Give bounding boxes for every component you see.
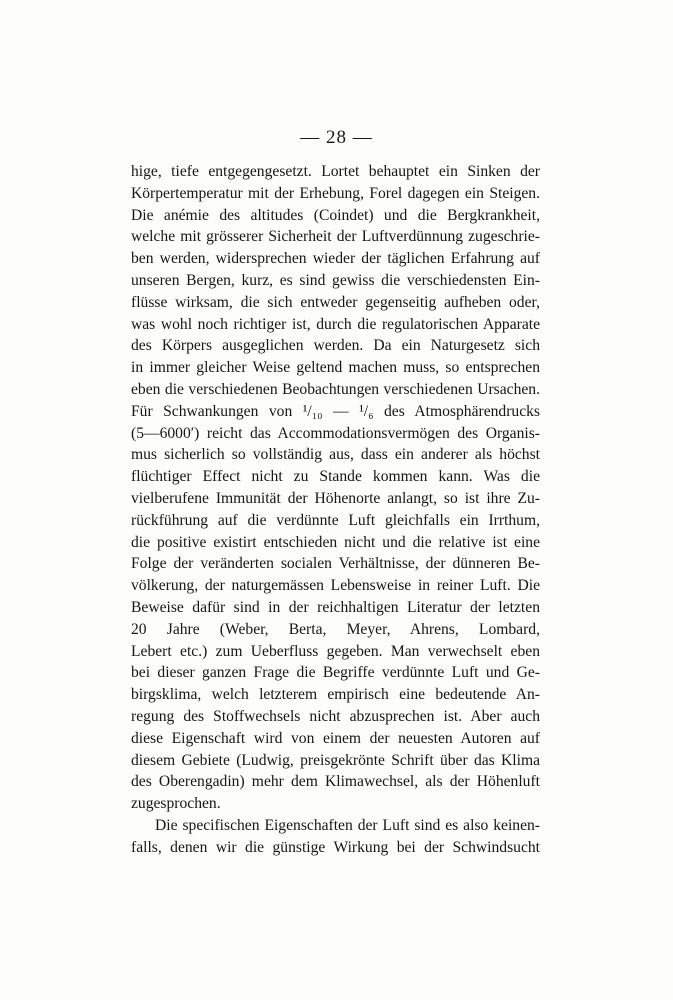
text-line: welche mit grösserer Sicherheit der Luftverdünnung zugeschrie-	[131, 228, 540, 246]
text-line: unseren Bergen, kurz, es sind gewiss die verschiedensten Ein-	[131, 271, 540, 289]
text-line: bei dieser ganzen Frage die Begriffe verdünnte Luft und Ge-	[131, 664, 540, 682]
text-line: Lebert etc.) zum Ueberfluss gegeben. Man verwechselt eben	[131, 642, 540, 660]
text-line: des Oberengadin) mehr dem Klimawechsel, als der Höhenluft	[131, 773, 540, 791]
text-line: die positive existirt entschieden nicht und die relative ist eine	[131, 533, 540, 551]
paragraph-end-line: zugesprochen.	[131, 795, 221, 813]
text-line: (5—6000′) reicht das Accommodationsvermögen des Organis-	[131, 424, 540, 442]
text-line: regung des Stoffwechsels nicht abzusprechen ist. Aber auch	[131, 707, 540, 725]
text-line: was wohl noch richtiger ist, durch die regulatorischen Apparate	[131, 315, 540, 333]
text-line: hige, tiefe entgegengesetzt. Lortet behauptet ein Sinken der	[131, 163, 540, 180]
text-line: ben werden, widersprechen wieder der täglichen Erfahrung auf	[131, 250, 540, 268]
text-line: Die anémie des altitudes (Coindet) und die Bergkrankheit,	[131, 206, 540, 224]
text-line: eben die verschiedenen Beobachtungen verschiedenen Ursachen.	[131, 380, 540, 398]
text-line: des Körpers ausgeglichen werden. Da ein Naturgesetz sich	[131, 337, 540, 355]
text-line: 20 Jahre (Weber, Berta, Meyer, Ahrens, Lombard,	[131, 620, 540, 638]
text-line: diese Eigenschaft wird von einem der neuesten Autoren auf	[131, 729, 540, 747]
text-line: Körpertemperatur mit der Erhebung, Forel dagegen ein Steigen.	[131, 184, 540, 202]
text-line: flüchtiger Effect nicht zu Stande kommen kann. Was die	[131, 468, 540, 486]
text-line: in immer gleicher Weise geltend machen muss, so entsprechen	[131, 359, 540, 377]
text-line: Folge der veränderten socialen Verhältnisse, der dünneren Be-	[131, 555, 540, 573]
text-line: völkerung, der naturgemässen Lebensweise in reiner Luft. Die	[131, 577, 540, 595]
text-line: diesem Gebiete (Ludwig, preisgekrönte Schrift über das Klima	[131, 751, 540, 769]
text-line: flüsse wirksam, die sich entweder gegenseitig aufheben oder,	[131, 293, 540, 311]
body-text	[131, 161, 540, 859]
text-line: mus sicherlich so vollständig aus, dass ein anderer als höchst	[131, 446, 540, 464]
text-line: Für Schwankungen von ¹/₁₀ — ¹/₆ des Atmosphärendrucks	[131, 402, 540, 420]
text-line: falls, denen wir die günstige Wirkung bei der Schwindsucht	[131, 838, 540, 856]
paragraph-start-line: Die specifischen Eigenschaften der Luft sind es also keinen-	[155, 816, 540, 834]
text-line: rückführung auf die verdünnte Luft gleichfalls ein Irrthum,	[131, 511, 540, 529]
page-number: — 28 —	[300, 127, 373, 148]
text-line: vielberufene Immunität der Höhenorte anlangt, so ist ihre Zu-	[131, 489, 540, 507]
text-line: birgsklima, welch letzterem empirisch eine bedeutende An-	[131, 686, 540, 704]
text-line: Beweise dafür sind in der reichhaltigen Literatur der letzten	[131, 598, 540, 616]
